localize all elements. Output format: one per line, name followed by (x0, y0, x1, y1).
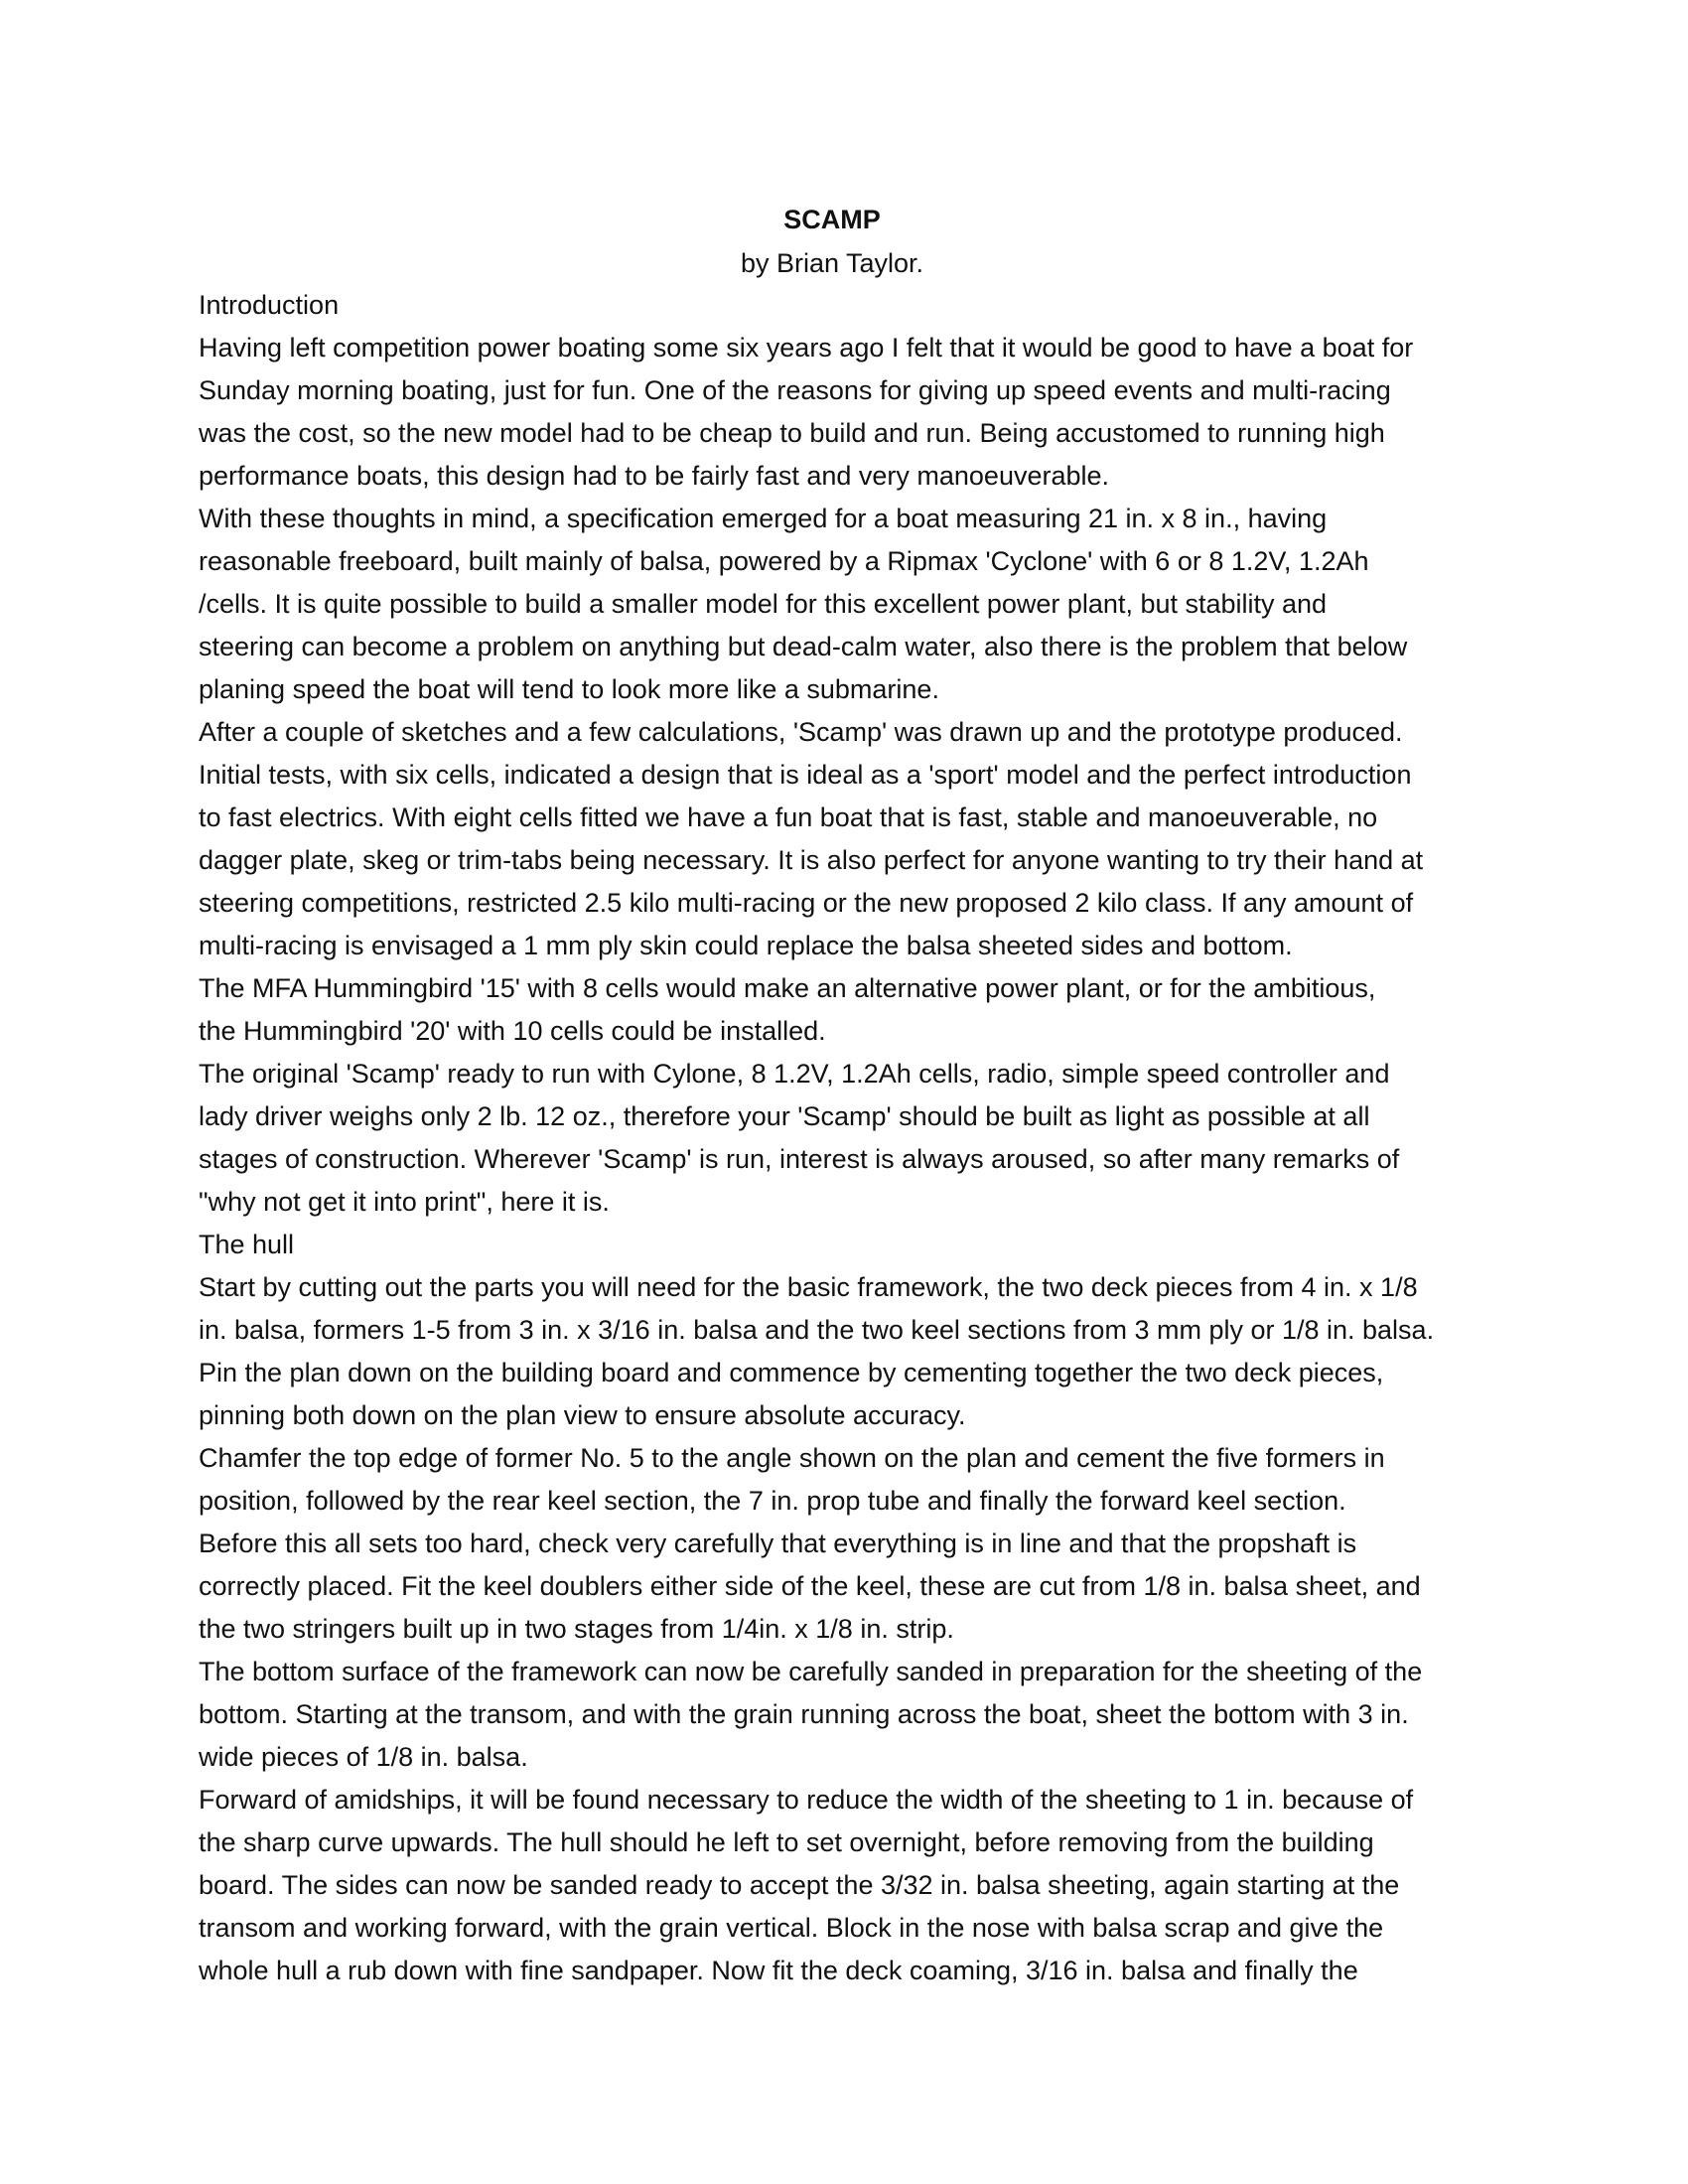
text-line: correctly placed. Fit the keel doublers either side of the keel, these are cut from 1/8 in. balsa sheet, and (199, 1571, 1421, 1601)
text-line: whole hull a rub down with fine sandpaper. Now fit the deck coaming, 3/16 in. balsa and finally the (199, 1956, 1358, 1985)
document-title: SCAMP (783, 205, 881, 234)
text-line: the sharp curve upwards. The hull should he left to set overnight, before removing from the building (199, 1827, 1374, 1857)
text-line: Chamfer the top edge of former No. 5 to the angle shown on the plan and cement the five formers in (199, 1443, 1385, 1473)
document-byline: by Brian Taylor. (740, 248, 924, 278)
document-body (199, 284, 1489, 1992)
text-line: Before this all sets too hard, check very carefully that everything is in line and that the propshaft is (199, 1529, 1357, 1558)
text-line: Forward of amidships, it will be found necessary to reduce the width of the sheeting to 1 in. because of (199, 1785, 1414, 1815)
text-line: position, followed by the rear keel section, the 7 in. prop tube and finally the forward keel section. (199, 1486, 1346, 1516)
text-line: the two stringers built up in two stages from 1/4in. x 1/8 in. strip. (199, 1614, 954, 1644)
text-line: After a couple of sketches and a few calculations, 'Scamp' was drawn up and the prototype produced. (199, 717, 1403, 747)
text-line: to fast electrics. With eight cells fitted we have a fun boat that is fast, stable and manoeuverable, no (199, 802, 1378, 832)
text-line: pinning both down on the plan view to ensure absolute accuracy. (199, 1400, 966, 1430)
text-line: board. The sides can now be sanded ready to accept the 3/32 in. balsa sheeting, again starting at the (199, 1870, 1400, 1900)
text-line: The hull (199, 1230, 295, 1259)
text-line: multi-racing is envisaged a 1 mm ply skin could replace the balsa sheeted sides and bottom. (199, 931, 1293, 960)
text-line: in. balsa, formers 1-5 from 3 in. x 3/16 in. balsa and the two keel sections from 3 mm ply or 1/8 in. balsa. (199, 1315, 1435, 1345)
text-line: With these thoughts in mind, a specification emerged for a boat measuring 21 in. x 8 in., having (199, 504, 1328, 533)
text-line: steering can become a problem on anything but dead-calm water, also there is the problem that below (199, 632, 1408, 661)
text-line: /cells. It is quite possible to build a smaller model for this excellent power plant, but stability and (199, 589, 1328, 619)
text-line: Having left competition power boating some six years ago I felt that it would be good to have a boat for (199, 333, 1414, 363)
text-line: The MFA Hummingbird '15' with 8 cells would make an alternative power plant, or for the ambitious, (199, 973, 1376, 1003)
text-line: bottom. Starting at the transom, and with the grain running across the boat, sheet the bottom with 3 in. (199, 1699, 1409, 1729)
text-line: steering competitions, restricted 2.5 kilo multi-racing or the new proposed 2 kilo class. If any amount of (199, 888, 1414, 918)
text-line: wide pieces of 1/8 in. balsa. (199, 1742, 528, 1772)
text-line: transom and working forward, with the grain vertical. Block in the nose with balsa scrap and give the (199, 1913, 1384, 1943)
text-line: Introduction (199, 290, 340, 320)
text-line: Sunday morning boating, just for fun. One of the reasons for giving up speed events and multi-racing (199, 375, 1391, 405)
text-line: reasonable freeboard, built mainly of balsa, powered by a Ripmax 'Cyclone' with 6 or 8 1.2V, 1.2Ah (199, 546, 1369, 576)
text-line: stages of construction. Wherever 'Scamp' is run, interest is always aroused, so after many remarks of (199, 1144, 1400, 1174)
text-line: Pin the plan down on the building board and commence by cementing together the two deck pieces, (199, 1358, 1384, 1387)
text-line: The bottom surface of the framework can now be carefully sanded in preparation for the sheeting of the (199, 1657, 1423, 1686)
text-line: The original 'Scamp' ready to run with Cylone, 8 1.2V, 1.2Ah cells, radio, simple speed controller and (199, 1059, 1390, 1089)
text-line: dagger plate, skeg or trim-tabs being necessary. It is also perfect for anyone wanting to try their hand at (199, 845, 1424, 875)
text-line: "why not get it into print", here it is. (199, 1187, 610, 1217)
text-line: was the cost, so the new model had to be cheap to build and run. Being accustomed to running high (199, 418, 1385, 448)
text-line: lady driver weighs only 2 lb. 12 oz., therefore your 'Scamp' should be built as light as possible at all (199, 1101, 1370, 1131)
text-line: Initial tests, with six cells, indicated a design that is ideal as a 'sport' model and the perfect introduction (199, 760, 1412, 790)
text-line: performance boats, this design had to be fairly fast and very manoeuverable. (199, 461, 1110, 491)
text-line: the Hummingbird '20' with 10 cells could be installed. (199, 1016, 826, 1046)
text-line: planing speed the boat will tend to look more like a submarine. (199, 674, 939, 704)
document-page (199, 197, 1489, 1992)
text-line: Start by cutting out the parts you will need for the basic framework, the two deck pieces from 4 in. x 1/8 (199, 1272, 1418, 1302)
